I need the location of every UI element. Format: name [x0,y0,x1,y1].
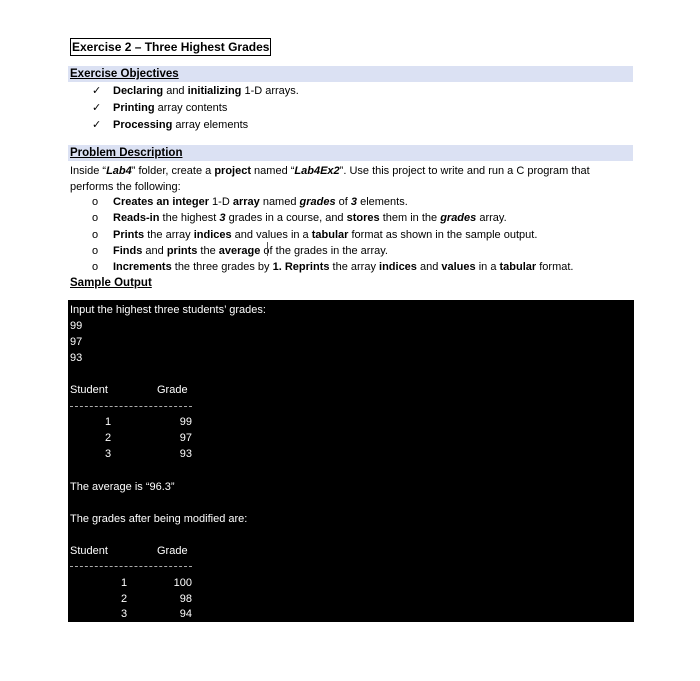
table-divider [70,406,192,407]
table-grade: 99 [179,416,192,428]
checkmark-icon: ✓ [92,85,102,97]
table-grade: 100 [173,577,192,589]
problem-item: Prints the array indices and values in a tabular format as shown in the sample output. [113,229,538,241]
table-divider [70,566,192,567]
console-input-line: 93 [70,352,83,364]
text-cursor-icon [267,242,270,256]
exercise-title: Exercise 2 – Three Highest Grades [72,40,270,54]
objective-item: Printing array contents [113,102,228,114]
objective-item: Processing array elements [113,119,249,131]
problem-item: Finds and prints the average of the grades in the array. [113,245,388,257]
console-input-line: 97 [70,336,83,348]
problem-heading: Problem Description [70,147,183,159]
table-index: 1 [121,577,128,589]
column-header-grade: Grade [157,545,188,557]
table-grade: 93 [179,448,192,460]
bullet-icon: o [92,212,99,224]
objectives-heading: Exercise Objectives [70,68,179,80]
console-output [68,300,634,622]
sample-output-heading: Sample Output [70,277,152,289]
objectives-heading-band [68,66,633,82]
table-index: 1 [105,416,112,428]
table-grade: 98 [179,593,192,605]
table-index: 3 [105,448,112,460]
column-header-student: Student [70,384,108,396]
objective-item: Declaring and initializing 1-D arrays. [113,85,299,97]
table-index: 2 [105,432,112,444]
bullet-icon: o [92,229,99,241]
problem-item: Creates an integer 1-D array named grades of 3 elements. [113,196,408,208]
problem-heading-band [68,145,633,161]
bullet-icon: o [92,245,99,257]
console-prompt: Input the highest three students’ grades: [70,304,266,316]
average-line: The average is “96.3” [70,481,175,493]
table-grade: 97 [179,432,192,444]
checkmark-icon: ✓ [92,102,102,114]
modified-line: The grades after being modified are: [70,513,248,525]
table-index: 3 [121,608,128,620]
problem-item: Reads-in the highest 3 grades in a course, and stores them in the grades array. [113,212,507,224]
table-grade: 94 [179,608,192,620]
column-header-grade: Grade [157,384,188,396]
problem-item: Increments the three grades by 1. Reprints the array indices and values in a tabular format. [113,261,574,273]
problem-intro: Inside “Lab4” folder, create a project named “Lab4Ex2”. Use this project to write and run a C program that performs the following: [70,165,590,193]
checkmark-icon: ✓ [92,119,102,131]
column-header-student: Student [70,545,108,557]
bullet-icon: o [92,261,99,273]
table-index: 2 [121,593,128,605]
console-input-line: 99 [70,320,83,332]
bullet-icon: o [92,196,99,208]
